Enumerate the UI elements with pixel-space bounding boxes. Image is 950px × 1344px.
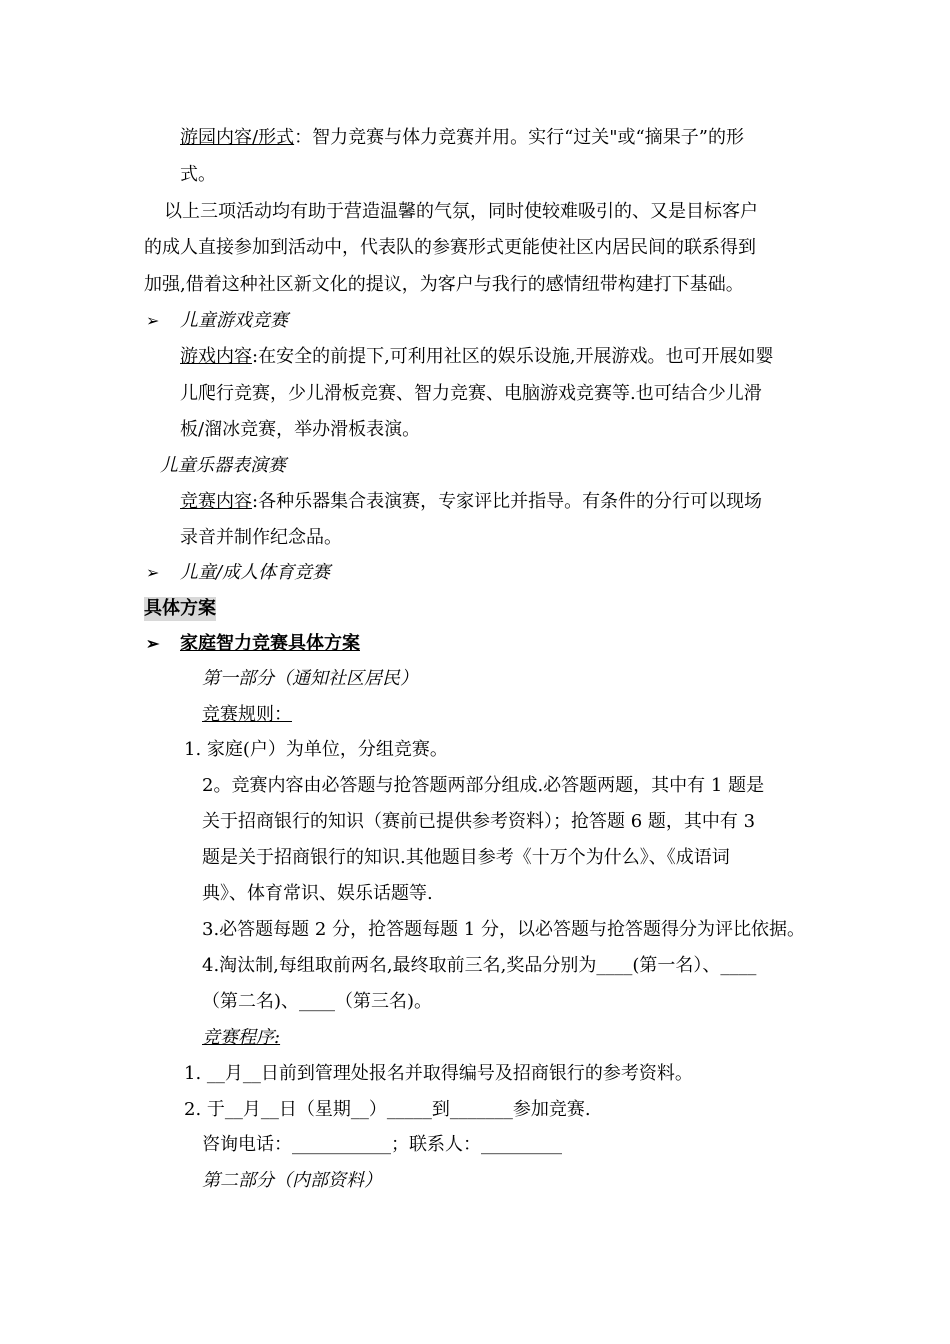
rules-label: 竞赛规则： xyxy=(202,704,292,725)
summary-line-2: 的成人直接参加到活动中，代表队的参赛形式更能使社区内居民间的联系得到 xyxy=(144,237,756,258)
garden-content-line: 游园内容/形式：智力竞赛与体力竞赛并用。实行“过关"或“摘果子”的形 xyxy=(180,127,744,148)
family-quiz-title: 家庭智力竞赛具体方案 xyxy=(180,633,360,654)
kids-game-line-1: 游戏内容:在安全的前提下,可利用社区的娱乐设施,开展游戏。也可开展如婴 xyxy=(180,346,774,367)
part1-heading: 第一部分（通知社区居民） xyxy=(202,668,418,689)
arrow-bullet-icon: ➢ xyxy=(146,563,160,582)
procedure-1: 1. __月__日前到管理处报名并取得编号及招商银行的参考资料。 xyxy=(184,1063,693,1084)
kids-game-title: 儿童游戏竞赛 xyxy=(180,310,288,331)
rule-2-line-1: 2。竞赛内容由必答题与抢答题两部分组成.必答题两题，其中有 1 题是 xyxy=(202,775,765,796)
summary-line-3: 加强,借着这种社区新文化的提议，为客户与我行的感情纽带构建打下基础。 xyxy=(144,274,744,295)
kids-game-line-3: 板/溜冰竞赛，举办滑板表演。 xyxy=(180,419,421,440)
plan-heading: 具体方案 xyxy=(144,598,216,619)
arrow-bullet-icon: ➢ xyxy=(146,311,160,330)
sports-title: 儿童/成人体育竞赛 xyxy=(180,562,331,583)
kids-music-title: 儿童乐器表演赛 xyxy=(160,455,286,476)
rule-2-line-3: 题是关于招商银行的知识.其他题目参考《十万个为什么》、《成语词 xyxy=(202,847,730,868)
rule-4-line-2: （第二名)、____（第三名)。 xyxy=(202,991,433,1012)
kids-music-label: 竞赛内容 xyxy=(180,491,252,512)
arrow-bullet-icon: ➢ xyxy=(146,634,160,653)
garden-content-label: 游园内容/形式 xyxy=(180,127,295,148)
procedure-label: 竞赛程序: xyxy=(202,1027,281,1048)
procedure-2: 2. 于__月__日（星期__）_____到_______参加竞赛. xyxy=(184,1099,591,1120)
kids-game-label: 游戏内容 xyxy=(180,346,252,367)
garden-content-cont: 式。 xyxy=(180,164,216,185)
summary-line-1: 以上三项活动均有助于营造温馨的气氛，同时使较难吸引的、又是目标客户 xyxy=(164,201,758,222)
rule-2-line-2: 关于招商银行的知识（赛前已提供参考资料）；抢答题 6 题，其中有 3 xyxy=(202,811,756,832)
rule-3: 3.必答题每题 2 分，抢答题每题 1 分，以必答题与抢答题得分为评比依据。 xyxy=(202,919,805,940)
kids-music-line-2: 录音并制作纪念品。 xyxy=(180,527,342,548)
garden-content-text: 智力竞赛与体力竞赛并用。实行“过关"或“摘果子”的形 xyxy=(312,127,744,148)
contact-line: 咨询电话：___________；联系人：_________ xyxy=(202,1134,562,1155)
rule-1: 1. 家庭(户）为单位，分组竞赛。 xyxy=(184,739,448,760)
kids-music-line-1: 竞赛内容:各种乐器集合表演赛，专家评比并指导。有条件的分行可以现场 xyxy=(180,491,763,512)
rule-2-line-4: 典》、体育常识、娱乐话题等. xyxy=(202,883,433,904)
kids-game-line-2: 儿爬行竞赛，少儿滑板竞赛、智力竞赛、电脑游戏竞赛等.也可结合少儿滑 xyxy=(180,383,762,404)
rule-4-line-1: 4.淘汰制,每组取前两名,最终取前三名,奖品分别为____(第一名）、____ xyxy=(202,955,757,976)
part2-heading: 第二部分（内部资料） xyxy=(202,1170,382,1191)
